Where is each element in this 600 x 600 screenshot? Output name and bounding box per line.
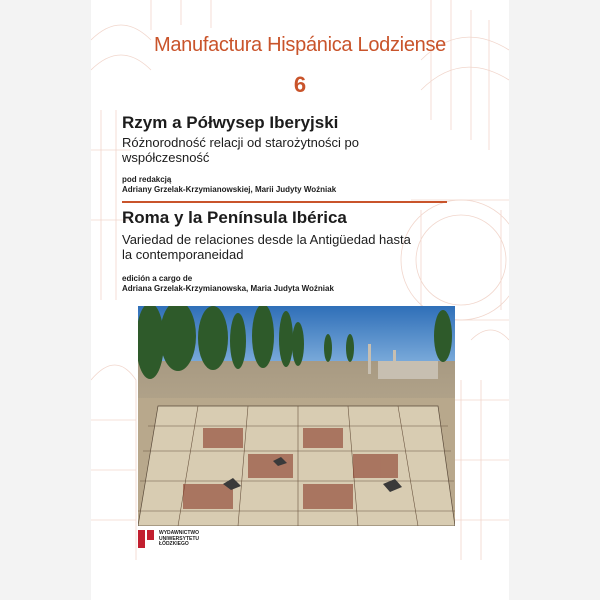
spanish-editors: Adriana Grzelak-Krzymianowska, Maria Judyta Woźniak [122,284,334,293]
series-title: Manufactura Hispánica Lodziense [154,34,446,56]
title-divider [122,201,447,203]
publisher-name: WYDAWNICTWO UNIWERSYTETU ŁÓDZKIEGO [159,530,199,547]
publisher-logo [138,530,258,550]
publisher-emblem-icon [138,530,154,548]
spanish-title: Roma y la Península Ibérica [122,208,347,227]
spanish-editor-label: edición a cargo de [122,274,193,283]
book-cover [91,0,509,600]
polish-title: Rzym a Półwysep Iberyjski [122,113,339,132]
roman-mosaic-photo [138,306,455,526]
polish-editor-label: pod redakcją [122,175,172,184]
series-number: 6 [293,72,307,97]
polish-subtitle: Różnorodność relacji od starożytności po współczesność [122,135,360,165]
spanish-subtitle: Variedad de relaciones desde la Antigüedad hasta la contemporaneidad [122,232,411,262]
polish-editors: Adriany Grzelak-Krzymianowskiej, Marii Judyty Woźniak [122,185,337,194]
